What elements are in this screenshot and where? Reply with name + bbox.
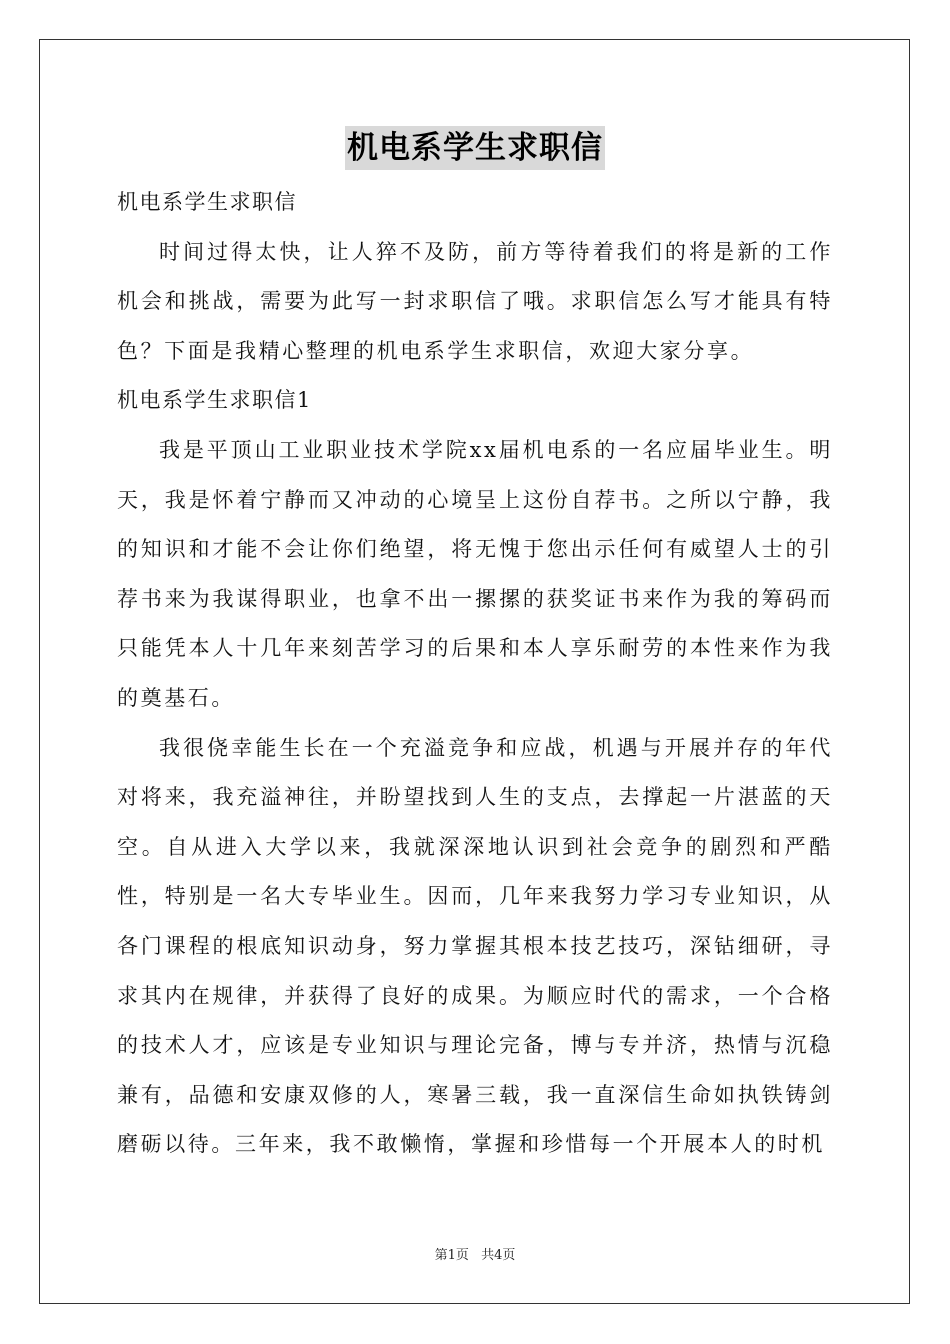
page-number: 第1页	[434, 1248, 469, 1263]
document-title: 机电系学生求职信	[345, 126, 605, 170]
total-pages: 共4页	[481, 1248, 516, 1263]
section-heading: 机电系学生求职信	[117, 190, 297, 214]
document-body	[117, 178, 833, 1170]
body-paragraph: 我是平顶山工业职业技术学院xx届机电系的一名应届毕业生。明天，我是怀着宁静而又冲动的心境呈上这份自荐书。之所以宁静，我的知识和才能不会让你们绝望，将无愧于您出示任何有威望人士的引荐书来为我谋得职业，也拿不出一摞摞的获奖证书来作为我的筹码而只能凭本人十几年来刻苦学习的后果和本人享乐耐劳的本性来作为我的奠基石。	[117, 437, 833, 710]
page-footer	[0, 1247, 950, 1265]
body-paragraph: 我很侥幸能生长在一个充溢竞争和应战，机遇与开展并存的年代 对将来，我充溢神往，并盼望找到人生的支点，去撑起一片湛蓝的天空。自从进入大学以来，我就深深地认识到社会竞争的剧烈和严酷性，特别是一名大专毕业生。因而，几年来我努力学习专业知识，从各门课程的根底知识动身，努力掌握其根本技艺技巧，深钻细研，寻求其内在规律，并获得了良好的成果。为顺应时代的需求，一个合格的技术人才，应该是专业知识与理论完备，博与专并济，热情与沉稳兼有，品德和安康双修的人，寒暑三载，我一直深信生命如执铁铸剑磨砺以待。三年来，我不敢懒惰，掌握和珍惜每一个开展本人的时机	[117, 735, 833, 1157]
title-container	[0, 126, 950, 170]
section-heading: 机电系学生求职信1	[117, 388, 312, 413]
body-paragraph: 时间过得太快，让人猝不及防，前方等待着我们的将是新的工作机会和挑战，需要为此写一封求职信了哦。求职信怎么写才能具有特色？下面是我精心整理的机电系学生求职信，欢迎大家分享。	[117, 239, 833, 363]
